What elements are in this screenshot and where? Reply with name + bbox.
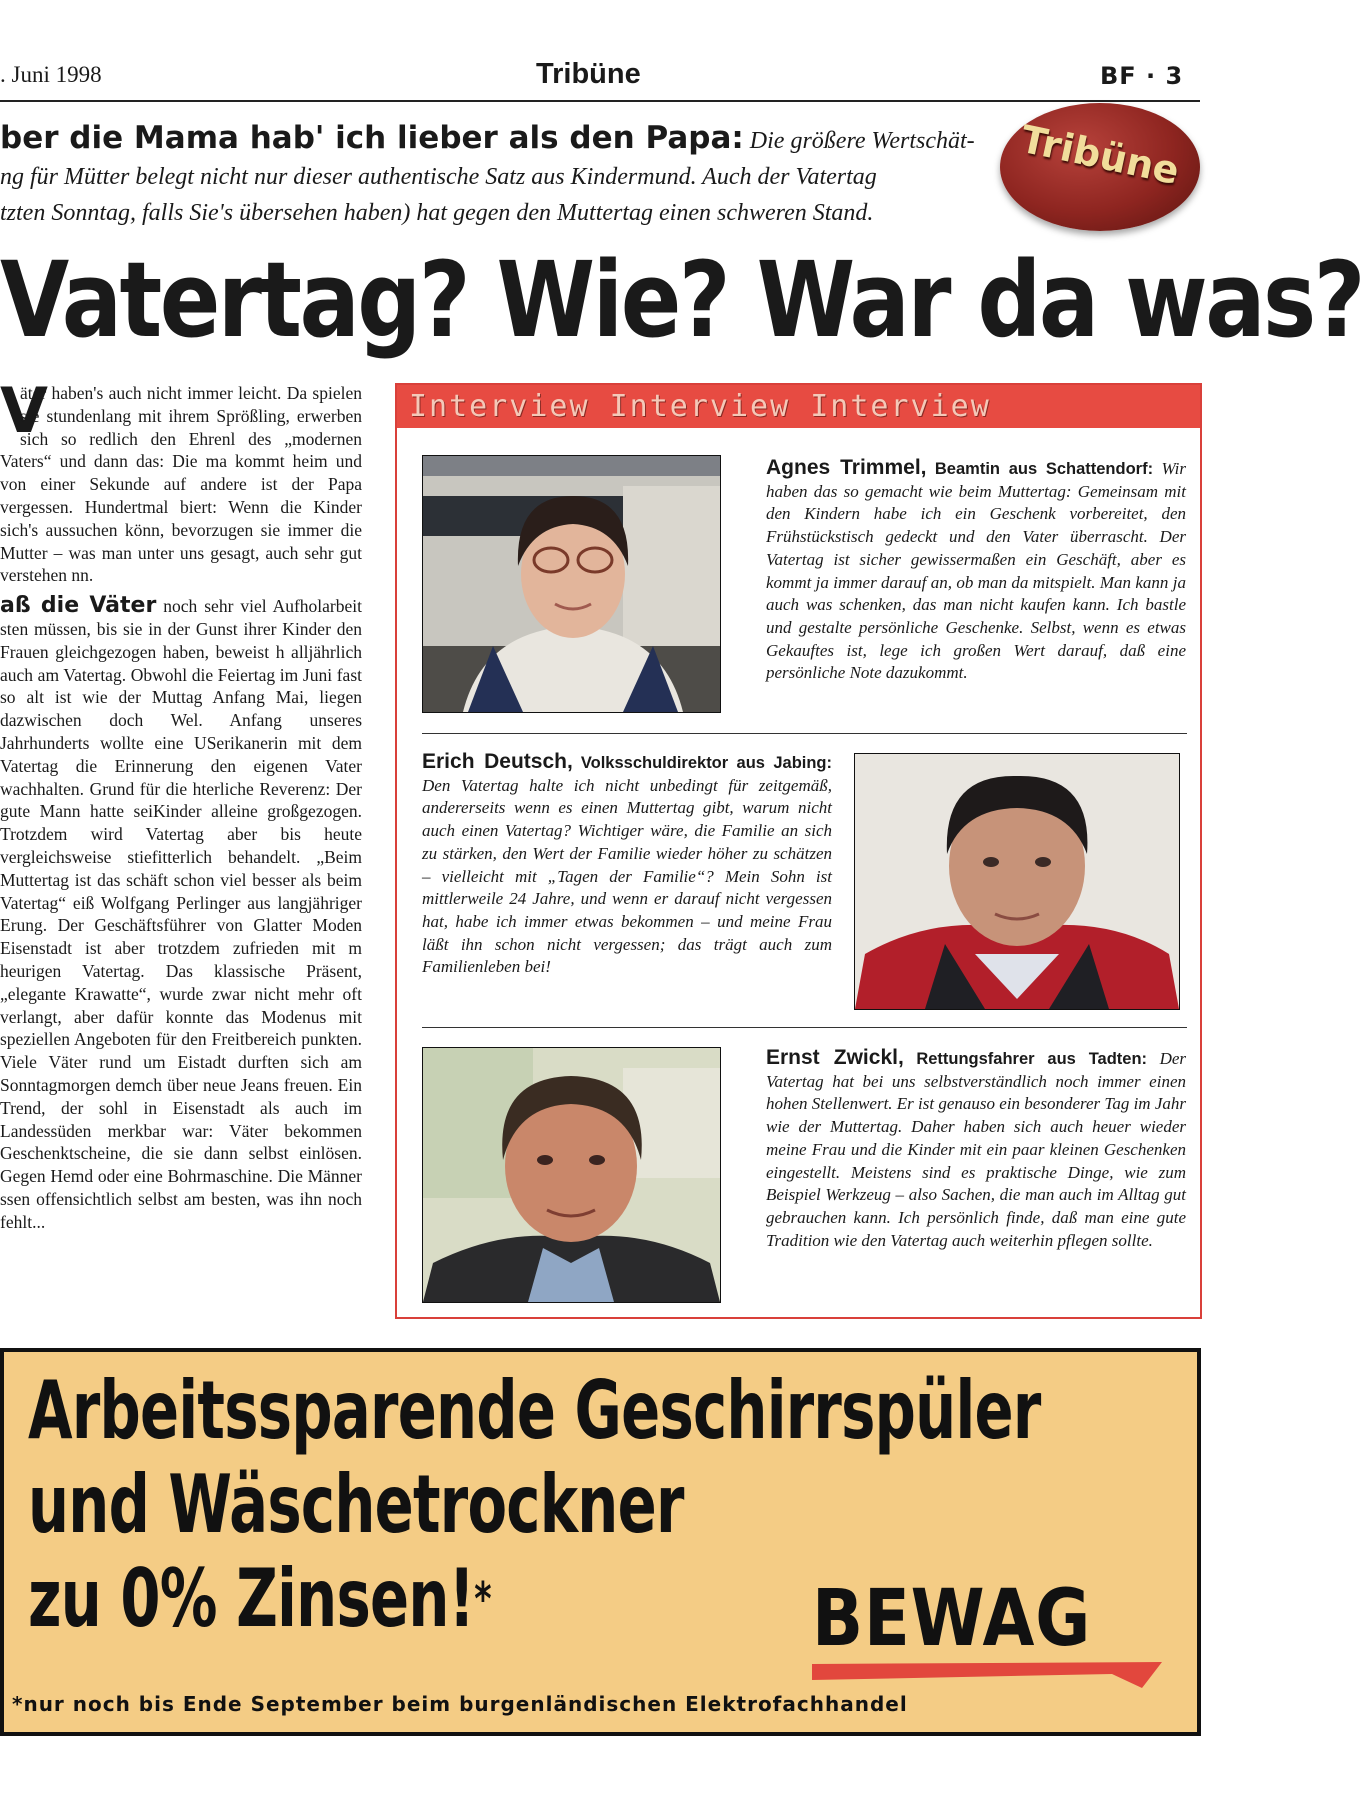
ad-line-1: Arbeitssparende Geschirrspüler xyxy=(28,1364,1041,1457)
bewag-swoosh xyxy=(812,1660,1172,1690)
interview-banner xyxy=(397,385,1200,428)
article-paragraph-2 xyxy=(0,595,362,1233)
intro-line-1 xyxy=(0,120,1000,159)
interviewee-role-2: Volksschuldirektor aus Jabing: xyxy=(580,754,833,772)
article-column xyxy=(0,374,362,1233)
tribune-logo xyxy=(1000,103,1200,231)
interview-divider-2 xyxy=(422,1027,1187,1028)
article-paragraph-1-text: äter haben's auch nicht immer leicht. Da spielen sie stundenlang mit ihrem Sprößling, erwerben sich so redlich den Ehrenl des „modernen Vaters“ und dann das: Die ma kommt heim und von einer Sekunde auf andere ist der Papa vergessen. Hundertmal biert: Wenn die Kinder sich's aussuchen könn, bevorzugen sie immer die Mutter – was man unter uns gesagt, auch sehr gut verstehen nn. xyxy=(0,383,362,586)
article-paragraph-2-text: noch sehr viel Aufholarbeit sten müssen, bis sie in der Gunst ihrer Kinder den Frauen gleichgezogen haben, beweist h alljährlich auch am Vatertag. Obwohl die Feiertag im Juni fast so alt ist wie der Muttag Anfang Mai, liegen dazwischen doch Wel. Anfang unseres Jahrhunderts wollte eine USerikanerin mit dem Vatertag die Erinnerung den eigenen Vater wachhalten. Grund für die hterliche Reverenz: Der gute Mann hatte seiKinder alleine großgezogen. Trotzdem wird Vatertag aber bis heute vergleichsweise stiefitterlich behandelt. „Beim Muttertag ist das schäft schon viel besser als beim Vatertag“ eiß Wolfgang Perlinger aus langjähriger Erung. Der Geschäftsführer von Glatter Moden Eisenstadt ist aber trotzdem zufrieden mit m heurigen Vatertag. Das klassische Präsent, „elegante Krawatte“, wurde zwar nicht mehr oft verlangt, aber dafür konnte das Modenus mit speziellen Angeboten für den Freitbereich punkten. Viele Väter rund um Eistadt durften sich am Sonntagmorgen demch über neue Jeans freuen. Ein Trend, der sohl in Eisenstadt als auch im Landessüden merkbar war: Väter bekommen Geschenktscheine, die sie dann selbst einlösen. Gegen Hemd oder eine Bohrmaschine. Die Männer ssen offensichtlich selbst am besten, was ihn noch fehlt... xyxy=(0,596,362,1232)
ad-line-3-text: zu 0% Zinsen! xyxy=(28,1552,475,1645)
bewag-logo: BEWAG xyxy=(812,1574,1092,1664)
interview-answer-2: Den Vatertag halte ich nicht unbedingt für zeitgemäß, andererseits wenn es einen Muttertag gibt, warum nicht auch einen Vatertag? Wichtiger wäre, die Familie an sich zu stärken, den Wert der Familie wieder höher zu schätzen – vielleicht mit „Tagen der Familie“? Mein Sohn ist mittlerweile 24 Jahre, und wenn er darauf nicht vergessen hat, habe ich immer etwas bekommen – und meine Frau läßt ihn schon nicht vergessen; das trägt auch zum Familienleben bei! xyxy=(422,775,832,977)
interview-box xyxy=(395,383,1202,1319)
intro-line-2: ng für Mütter belegt nicht nur dieser authentische Satz aus Kindermund. Auch der Vatertag xyxy=(0,164,877,190)
bewag-advertisement xyxy=(0,1348,1201,1736)
interviewee-name-2: Erich Deutsch, xyxy=(422,750,573,773)
page-number: BF · 3 xyxy=(1100,62,1184,90)
interview-entry-2 xyxy=(422,751,832,979)
intro-line-3: tzten Sonntag, falls Sie's übersehen haben) hat gegen den Muttertag einen schweren Stand. xyxy=(0,200,874,226)
photo-ernst-zwickl xyxy=(422,1047,721,1303)
drop-cap: V xyxy=(0,374,48,447)
tribune-logo-text: Tribüne xyxy=(1016,116,1184,194)
intro-lead: ber die Mama hab' ich lieber als den Papa: xyxy=(0,120,744,156)
interviewee-name-3: Ernst Zwickl, xyxy=(766,1046,904,1069)
interview-entry-1 xyxy=(766,457,1186,685)
interview-entry-3 xyxy=(766,1047,1186,1252)
issue-date: . Juni 1998 xyxy=(0,62,102,87)
photo-agnes-trimmel xyxy=(422,455,721,713)
interview-banner-text: Interview Interview Interview xyxy=(409,389,991,424)
headline: Vatertag? Wie? War da was? xyxy=(0,239,1363,361)
article-subhead: aß die Väter xyxy=(0,593,157,619)
interviewee-role-1: Beamtin aus Schattendorf: xyxy=(934,460,1154,478)
interviewee-role-3: Rettungsfahrer aus Tadten: xyxy=(916,1050,1148,1068)
photo-erich-deutsch xyxy=(854,753,1180,1010)
intro-line-1-rest: Die größere Wertschät- xyxy=(743,128,975,154)
interviewee-name-1: Agnes Trimmel, xyxy=(766,456,927,479)
ad-line-2: und Wäschetrockner xyxy=(28,1458,684,1551)
intro-text xyxy=(0,120,1000,231)
interview-answer-1: Wir haben das so gemacht wie beim Muttertag: Gemeinsam mit den Kindern habe ich ein Geschenk vorbereitet, den Frühstückstisch gedeckt und den Vater überrascht. Der Vatertag ist sicher gewissermaßen ein Geschäft, aber es kommt ja immer darauf an, ob man da mitspielt. Man kann ja auch was schenken, das man nicht kaufen kann. Ich bastle und gestalte persönliche Geschenke. Selbst, wenn es etwas Gekauftes ist, lege ich großen Wert darauf, daß eine persönliche Note dazukommt. xyxy=(766,459,1187,683)
interview-divider-1 xyxy=(422,733,1187,734)
header-rule xyxy=(0,100,1200,102)
article-paragraph-1 xyxy=(0,374,362,587)
ad-asterisk: * xyxy=(474,1572,491,1626)
section-title: Tribüne xyxy=(536,58,641,90)
interview-answer-3: Der Vatertag hat bei uns selbstverständlich noch immer einen hohen Stellenwert. Er ist genauso ein besonderer Tag im Jahr wie der Muttertag. Daher haben sich auch heuer wieder meine Frau und die Kinder mit ein paar kleinen Geschenken eingestellt. Meistens sind es praktische Dinge, wie zum Beispiel Werkzeug – also Sachen, die man auch im Alltag gut gebrauchen kann. Ich persönlich finde, daß man eine gute Tradition wie den Vatertag auch weiterhin pflegen sollte. xyxy=(766,1049,1187,1250)
ad-footnote: *nur noch bis Ende September beim burgenländischen Elektrofachhandel xyxy=(12,1692,908,1716)
